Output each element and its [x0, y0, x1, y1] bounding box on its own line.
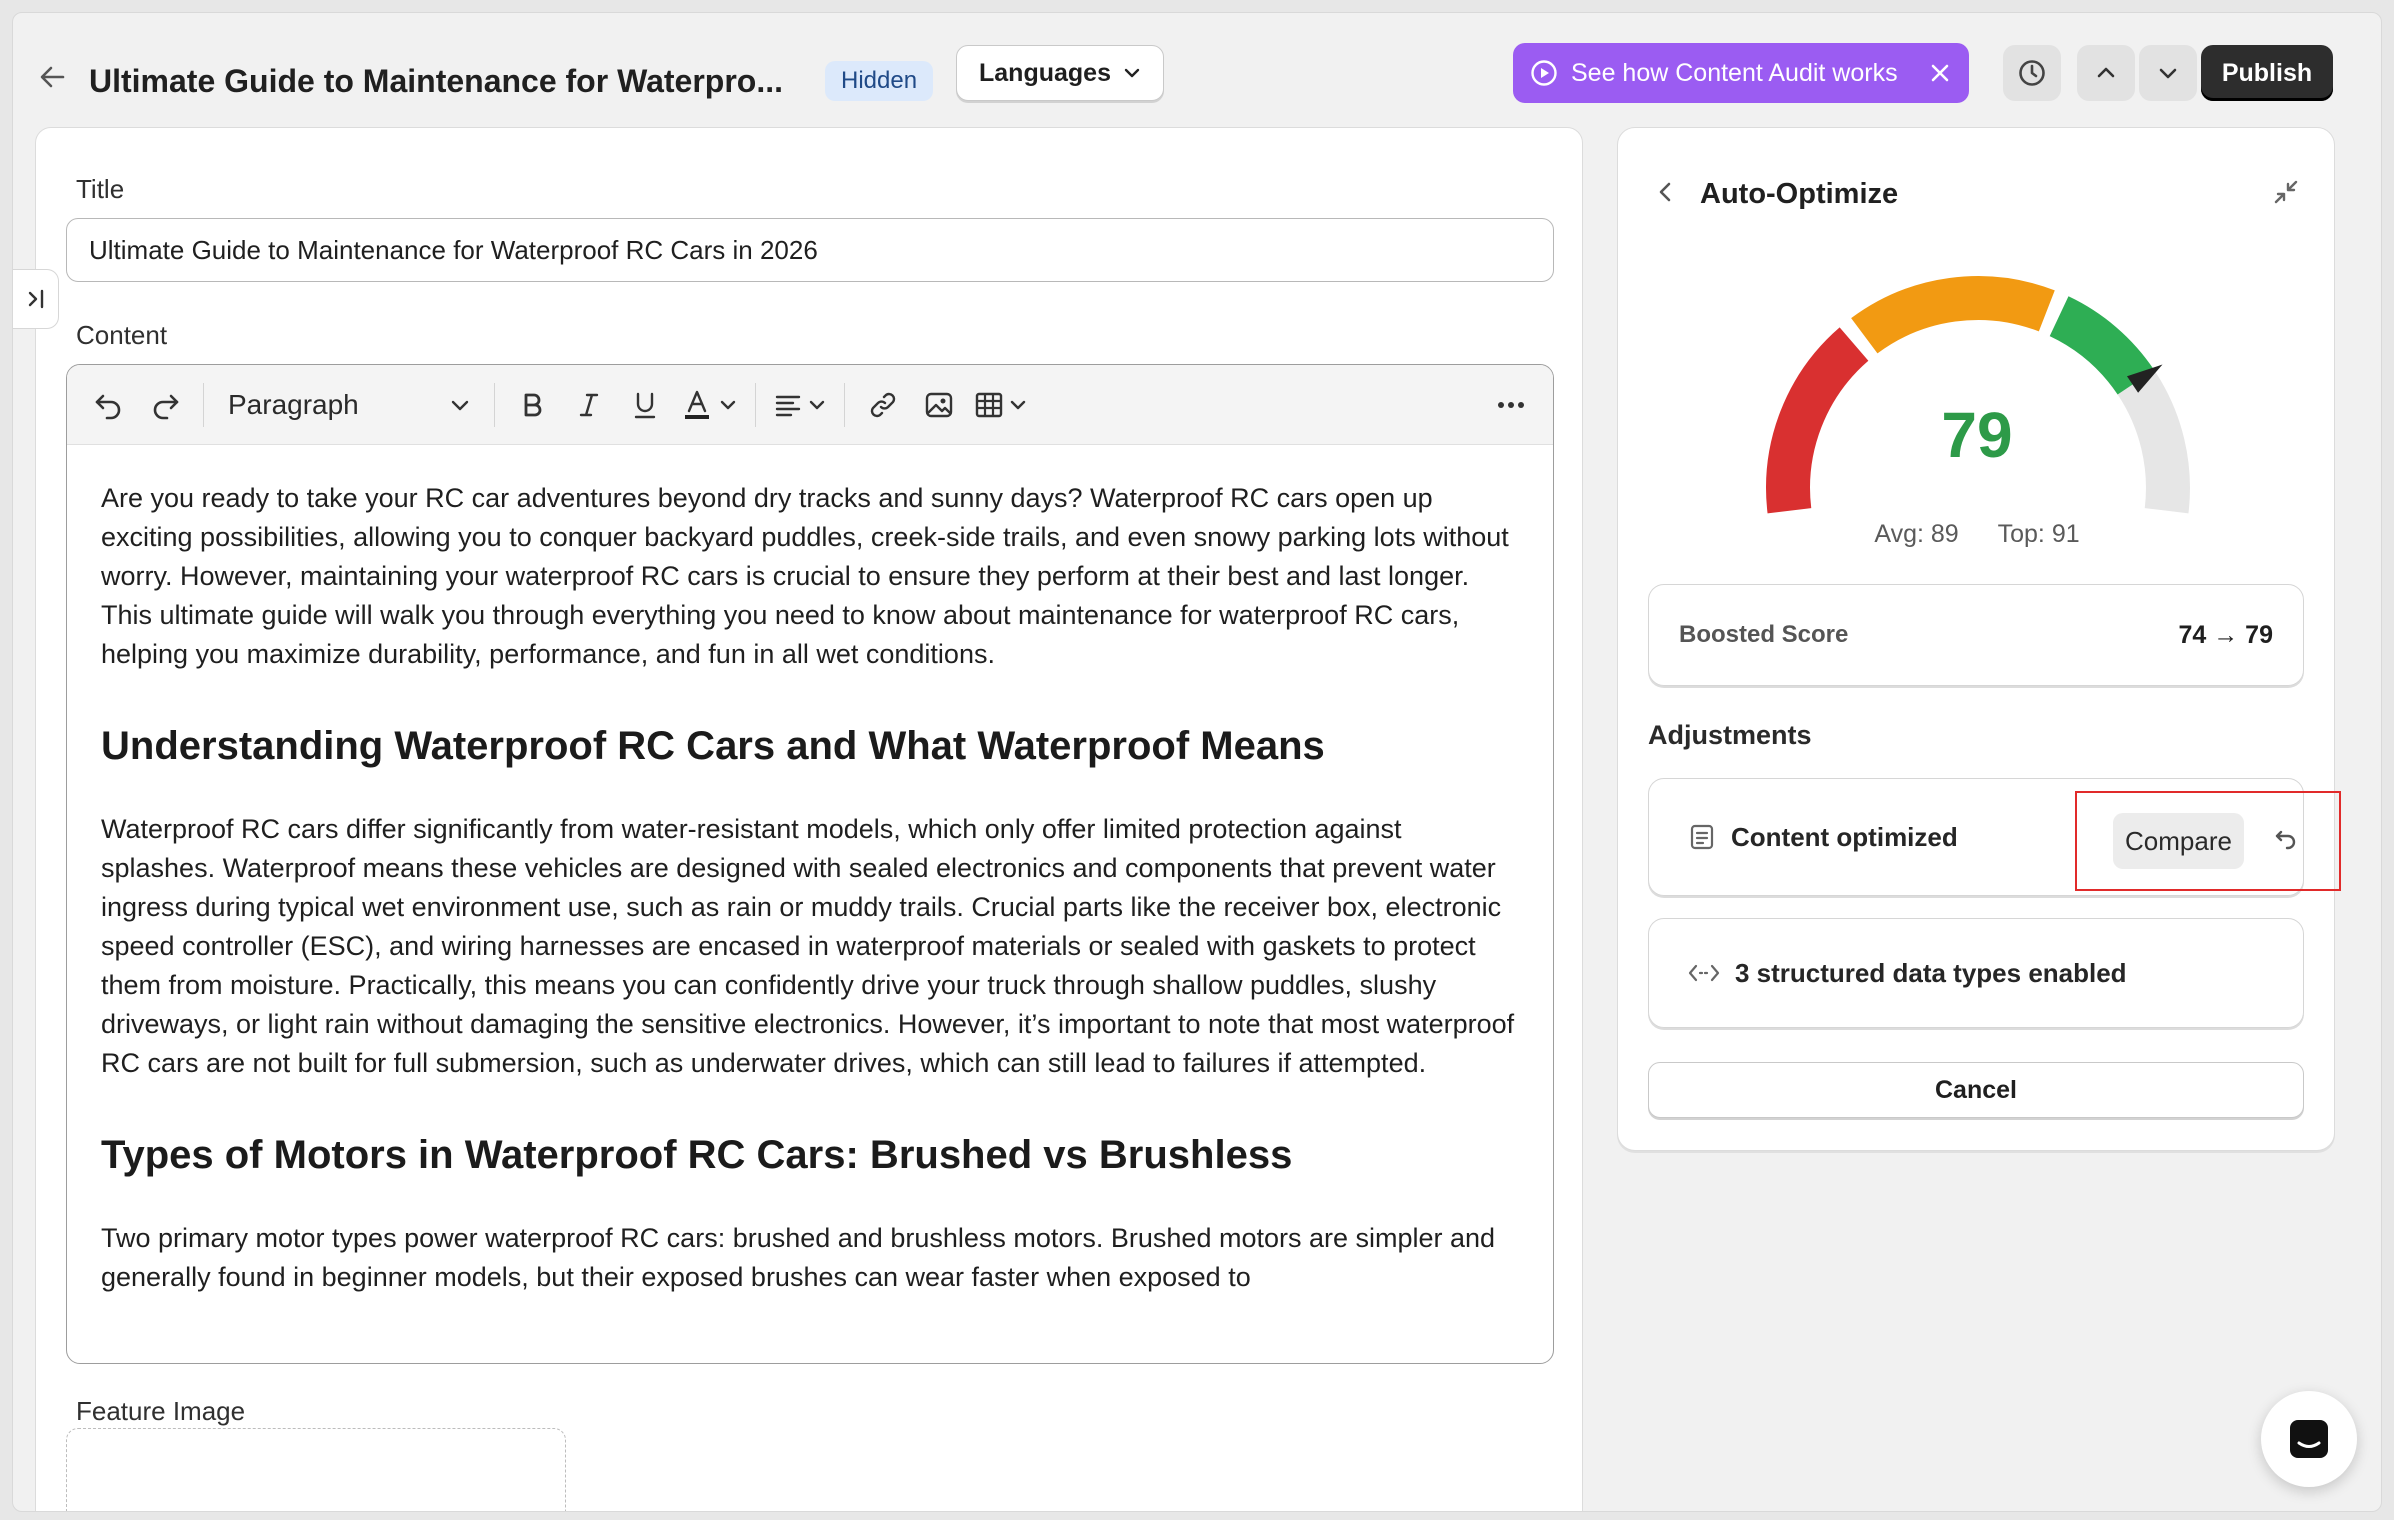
- minimize-icon[interactable]: [2266, 172, 2306, 212]
- table-button[interactable]: [967, 377, 1035, 433]
- redo-button[interactable]: [137, 377, 193, 433]
- toolbar-divider: [844, 383, 845, 427]
- adjustment-structured-data: [1648, 918, 2304, 1028]
- more-options-button[interactable]: [1483, 377, 1539, 433]
- undo-button[interactable]: [81, 377, 137, 433]
- toolbar-divider: [203, 383, 204, 427]
- article-heading: Types of Motors in Waterproof RC Cars: Brushed vs Brushless: [101, 1133, 1293, 1177]
- toolbar-divider: [755, 383, 756, 427]
- text-color-icon: [679, 387, 715, 423]
- compare-actions-highlight: [2075, 791, 2341, 891]
- chat-launcher-button[interactable]: [2261, 1391, 2357, 1487]
- top-bar: [13, 13, 2381, 133]
- bold-button[interactable]: [505, 377, 561, 433]
- chevron-down-icon: [806, 394, 828, 416]
- link-icon: [867, 389, 899, 421]
- status-badge: Hidden: [825, 61, 933, 101]
- previous-button[interactable]: [2077, 45, 2135, 101]
- revert-icon[interactable]: [2266, 824, 2300, 858]
- auto-optimize-panel: [1617, 127, 2335, 1151]
- play-circle-icon: [1529, 58, 1559, 88]
- publish-button[interactable]: Publish: [2201, 45, 2333, 101]
- next-button[interactable]: [2139, 45, 2197, 101]
- feature-image-dropzone[interactable]: [66, 1428, 566, 1512]
- collapse-sidebar-icon: [23, 286, 49, 312]
- bold-icon: [518, 390, 548, 420]
- content-label: Content: [76, 320, 168, 350]
- block-format-value: Paragraph: [228, 388, 359, 420]
- link-button[interactable]: [855, 377, 911, 433]
- languages-label: Languages: [979, 58, 1111, 87]
- rich-text-editor[interactable]: [66, 364, 1554, 1364]
- underline-icon: [630, 390, 660, 420]
- more-icon: [1494, 388, 1528, 422]
- app-window: [12, 12, 2382, 1512]
- article-paragraph: Are you ready to take your RC car adventures beyond dry tracks and sunny days? Waterproof RC cars open up exciting possibilities, allowing you to conquer backyard puddles, creek-side trails, and even snowy parking lots without worry. However, maintaining your waterproof RC cars is crucial to ensure they perform at their best and last longer. This ultimate guide will walk you through everything you need to know about maintenance for waterproof RC cars, helping you maximize durability, performance, and fun in all wet conditions.: [101, 483, 1509, 669]
- table-icon: [973, 389, 1005, 421]
- score-value: 79: [1941, 399, 2013, 471]
- align-icon: [772, 389, 804, 421]
- chevron-down-icon: [717, 394, 739, 416]
- audit-banner-label: See how Content Audit works: [1571, 58, 1898, 87]
- chevron-down-icon: [1121, 62, 1143, 84]
- chevron-down-icon: [448, 393, 472, 417]
- history-icon: [2016, 57, 2048, 89]
- article-paragraph: Waterproof RC cars differ significantly from water-resistant models, which only offer limited protection against splashes. Waterproof means these vehicles are designed with sealed electronics and components that prevent water ingress during typical wet environment use, such as rain or muddy trails. Crucial parts like the receiver box, electronic speed controller (ESC), and wiring harnesses are encased in waterproof materials or sealed with gaskets to protect them from moisture. Practically, this means you can confidently drive your truck through shallow puddles, slushy driveways, or light rain without damaging the sensitive electronics. However, it’s important to note that most waterproof RC cars are not built for full submersion, such as underwater drives, which can still lead to failures if attempted.: [101, 814, 1515, 1078]
- article-body: [101, 479, 1521, 1345]
- page-title: Ultimate Guide to Maintenance for Waterpro...: [89, 63, 783, 99]
- italic-button[interactable]: [561, 377, 617, 433]
- languages-dropdown[interactable]: [956, 45, 1164, 101]
- chevron-up-icon: [2093, 60, 2119, 86]
- adjustment-label: Content optimized: [1731, 821, 1958, 852]
- close-icon[interactable]: [1927, 60, 1953, 86]
- block-format-select[interactable]: [214, 377, 484, 433]
- editor-card: [35, 127, 1583, 1512]
- adjustment-label: 3 structured data types enabled: [1735, 957, 2127, 988]
- feature-image-label: Feature Image: [76, 1396, 246, 1426]
- boosted-score-card: [1648, 584, 2304, 686]
- score-benchmarks: [1618, 520, 2336, 549]
- image-icon: [923, 389, 955, 421]
- boosted-score-label: Boosted Score: [1679, 621, 1849, 648]
- redo-icon: [148, 388, 182, 422]
- toolbar-divider: [494, 383, 495, 427]
- adjustments-title: Adjustments: [1648, 720, 1812, 750]
- history-button[interactable]: [2003, 45, 2061, 101]
- boosted-score-value: 74 → 79: [2178, 620, 2273, 649]
- panel-title: Auto-Optimize: [1700, 178, 1899, 210]
- text-color-button[interactable]: [673, 377, 745, 433]
- document-icon: [1687, 822, 1717, 852]
- content-audit-banner[interactable]: [1513, 43, 1969, 103]
- gauge-segment-mid: [1864, 298, 2047, 336]
- title-label: Title: [76, 174, 125, 204]
- chat-icon: [2287, 1417, 2331, 1461]
- collapse-sidebar-button[interactable]: [13, 269, 59, 329]
- chevron-down-icon: [1007, 394, 1029, 416]
- compare-button[interactable]: Compare: [2113, 813, 2244, 869]
- back-arrow-icon[interactable]: [35, 59, 71, 95]
- article-paragraph: Two primary motor types power waterproof RC cars: brushed and brushless motors. Brushed motors are simpler and generally found in beginner models, but their exposed brushes can wear faster when exposed to: [101, 1223, 1496, 1292]
- code-icon: [1687, 958, 1721, 988]
- adjustment-content-optimized: [1648, 778, 2304, 896]
- italic-icon: [574, 390, 604, 420]
- image-button[interactable]: [911, 377, 967, 433]
- chevron-down-icon: [2155, 60, 2181, 86]
- gauge-segment-high: [2059, 316, 2136, 382]
- article-heading: Understanding Waterproof RC Cars and What Waterproof Means: [101, 724, 1325, 768]
- chevron-left-icon[interactable]: [1648, 174, 1684, 210]
- editor-toolbar: [67, 365, 1553, 445]
- alignment-button[interactable]: [766, 377, 834, 433]
- title-input[interactable]: [66, 218, 1554, 282]
- avg-score: Avg: 89: [1874, 520, 1959, 548]
- undo-icon: [92, 388, 126, 422]
- cancel-button[interactable]: Cancel: [1648, 1062, 2304, 1118]
- underline-button[interactable]: [617, 377, 673, 433]
- top-score: Top: 91: [1997, 520, 2080, 548]
